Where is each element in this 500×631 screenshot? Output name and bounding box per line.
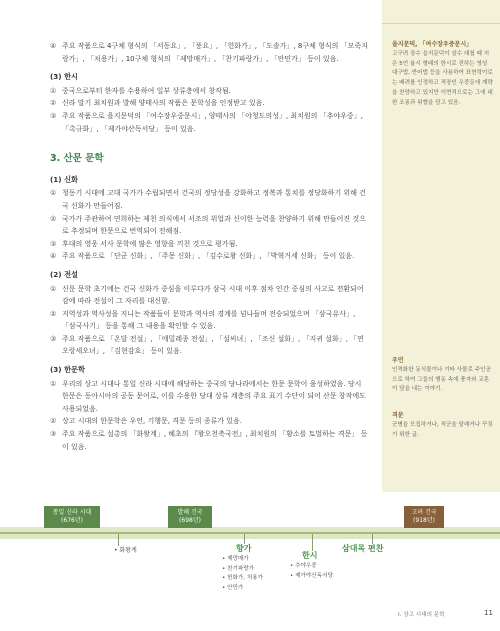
item-text: 주요 작품으로 4구체 형식의 「서동요」, 「풍요」, 「헌화가」, 「도솔가」, 8구체 형식의 「모죽지랑가」, 「처용가」, 10구체 형식의 「제망매가」, 「찬기파랑가」, 「안민가」 등이 있음. (62, 42, 368, 63)
item-text: 후대의 영웅 서사 문학에 많은 영향을 끼친 것으로 평가됨. (62, 239, 238, 248)
timeline-box-balhae (168, 506, 212, 528)
sidebar-note-gyeokmun (392, 411, 494, 440)
timeline-title-hansi: 한시 (302, 551, 318, 560)
box-year: (918년) (413, 517, 435, 524)
subsection-title-sinhwa: (1) 신화 (50, 174, 78, 184)
item-number: ③ (50, 239, 57, 248)
list-item (50, 40, 368, 65)
timeline-list-hyangga (222, 555, 263, 593)
list-item (50, 187, 368, 212)
note-body: 인격화한 동식물이나 기타 사물로 주인공으로 하여 그들의 행동 속에 풍자와 교훈이 담을 내는 이야기. (392, 366, 491, 393)
item-number: ③ (50, 334, 57, 343)
list-item (50, 238, 368, 251)
subsection-title-hanmunhak: (3) 한문학 (50, 365, 85, 375)
list-item (50, 97, 368, 110)
list-item: • 안민가 (222, 584, 244, 591)
sidebar-note-euljimundeok (392, 40, 494, 109)
note-title: 격문 (392, 412, 404, 419)
item-text: 신문 문학 초기에는 건국 신화가 중심을 이루다가 삼국 시대 이후 점차 인간 중심의 사고로 전환되어 감에 따라 전설이 그 자리를 대신함. (62, 284, 364, 306)
timeline-title-hyangga: 향가 (236, 544, 252, 553)
box-label: 발해 건국 (177, 509, 203, 516)
item-text: 주요 작품으로 설총의 「화왕계」, 혜초의 『왕오천축국전』, 최치원의 「황소를 토벌하는 격문」 등이 있음. (62, 430, 368, 451)
list-item (50, 283, 368, 308)
list-item (50, 378, 368, 416)
note-title: 을지문덕, 「여수장우중문시」 (392, 41, 473, 48)
item-number: ② (50, 214, 57, 223)
footer-chapter: Ⅰ. 상고 시대의 문학 (398, 612, 445, 618)
item-number: ① (50, 284, 57, 293)
list-item: • 찬기파랑가 (222, 565, 255, 572)
note-body: 고구려 장수 을지문덕이 살수 대첩 때 지은 5언 율시 형태의 한시로 전하는 영성 대구법, 반어법 등을 사용하여 표현력이로는 배려를 인정하고 적장인 우중문에 계략을 찬양하고 있지만 이면적으로는 그에 대한 조롱과 위협을 담고 있음. (392, 50, 493, 106)
item-text: 청동기 시대에 고대 국가가 수립되면서 건국의 정당성을 강화하고 정복과 통치를 정당화하기 위해 건국 신화가 만들어짐. (62, 189, 366, 210)
section-title-prose: 3. 산문 문학 (50, 153, 104, 165)
note-body: 군병을 모집하거나, 적군을 달래거나 꾸짖기 위한 글. (392, 421, 493, 438)
item-number: ① (50, 86, 57, 95)
page-number: 11 (484, 609, 493, 617)
item-text: 신라 말기 최치원과 발해 양태사의 작품은 문학성을 인정받고 있음. (62, 99, 265, 108)
main-content (50, 40, 368, 453)
list-item (50, 110, 368, 135)
item-number: ③ (50, 111, 57, 120)
item-number: ③ (50, 430, 57, 439)
timeline-box-unified-silla (44, 506, 100, 528)
item-text: 국가가 주관하여 연희하는 제천 의식에서 서조의 위업과 신이한 능력을 찬양하기 위해 만들어진 것으로 추정되며 한문으로 번역되어 전해짐. (62, 214, 366, 236)
timeline-list-hansi (290, 562, 333, 581)
list-item (50, 333, 368, 358)
list-item: • 헌화가, 처용가 (222, 575, 264, 582)
list-item (50, 428, 368, 453)
list-item: • 추야우중 (290, 563, 317, 569)
item-number: ① (50, 379, 57, 388)
list-item: • 제망매가 (222, 556, 249, 562)
box-label: 고려 건국 (411, 509, 437, 516)
item-number: ④ (50, 42, 57, 50)
sidebar-note-ueon (392, 356, 494, 395)
item-number: ② (50, 309, 57, 318)
timeline-item-hwawanggye: • 화왕계 (114, 547, 137, 554)
box-year: (698년) (179, 517, 201, 524)
timeline-item-samdaemok: 삼대목 편찬 (342, 544, 384, 553)
subsection-title-hansi: (3) 한시 (50, 72, 78, 82)
timeline-axis (0, 532, 500, 534)
item-number: ② (50, 99, 57, 108)
list-item (50, 308, 368, 333)
item-number: ① (50, 189, 57, 198)
item-text: 상고 시대의 한문학은 우언, 기행문, 격문 등의 종류가 있음. (62, 417, 243, 426)
timeline-stem (312, 534, 313, 551)
list-item: • 제가야산독서당 (290, 572, 333, 579)
list-item (50, 85, 368, 98)
box-year: (676년) (61, 517, 83, 524)
item-text: 우리의 상고 시대나 통일 신라 시대에 해당하는 중국의 당나라에서는 한문 문학이 융성하였음. 당시 한문은 동아시아의 공동 문어로, 이를 수용한 당대 상류 계층의 주요 표기 수단이 되어 산문 창작에도 사용되었음. (62, 379, 366, 413)
list-item (50, 415, 368, 428)
item-text: 주요 작품으로 을지문덕의 「여수장우중문시」, 양태사의 「야청도의성」, 최치원의 「추야우중」, 「촉규화」, 「제가야산독서당」 등이 있음. (62, 111, 363, 133)
timeline-box-goryeo (404, 506, 444, 528)
item-text: 주요 작품으로 「온달 전설」, 「에밀레종 전설」, 「설씨녀」, 「조신 설화」, 「지귀 설화」, 「연오랑세오녀」, 「김현감호」 등이 있음. (62, 334, 364, 356)
box-label: 통일 신라 시대 (52, 509, 92, 516)
item-text: 중국으로부터 한자를 수용하여 일부 상류층에서 창작됨. (62, 86, 231, 95)
sidebar-top-rule (382, 23, 500, 24)
subsection-title-jeonseol: (2) 전설 (50, 269, 78, 279)
note-title: 우언 (392, 357, 404, 364)
item-number: ② (50, 417, 57, 426)
item-number: ④ (50, 252, 57, 261)
item-text: 주요 작품으로 「단군 신화」, 「주몽 신화」, 「김수로왕 신화」, 「박혁거세 신화」 등이 있음. (62, 252, 355, 261)
list-item (50, 250, 368, 263)
item-text: 지역성과 역사성을 지니는 작품들이 문학과 역사의 경계를 넘나들며 전승되었으며 「삼국유사」, 「삼국사기」 등을 통해 그 내용을 확인할 수 있음. (62, 309, 356, 331)
list-item (50, 213, 368, 238)
